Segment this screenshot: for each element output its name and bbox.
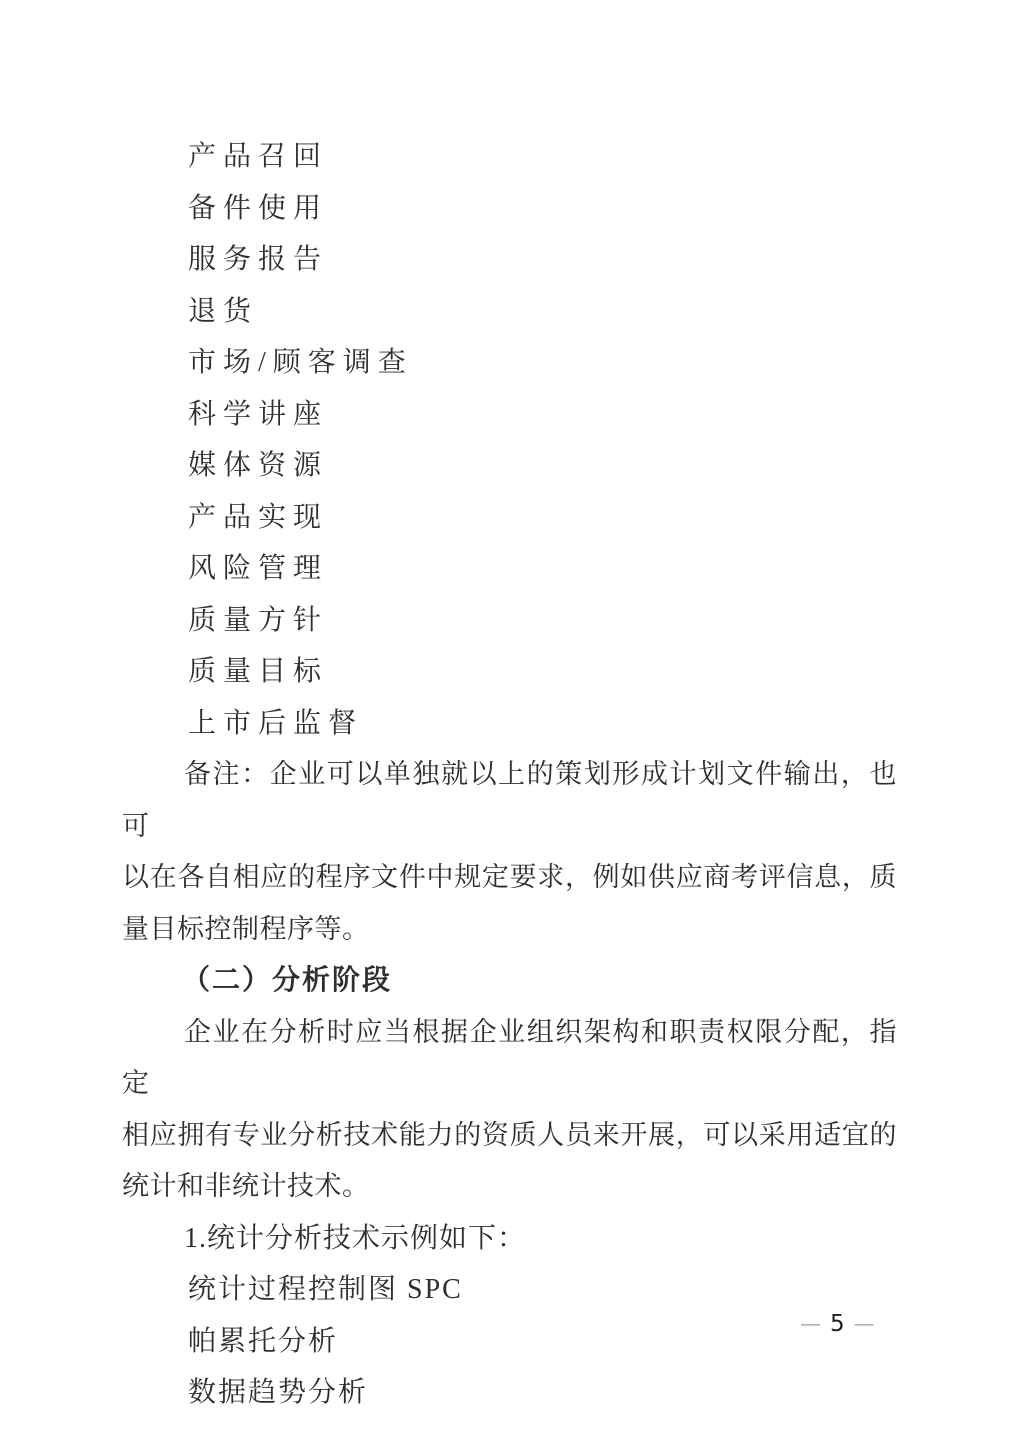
page-number-dash-left: — (800, 1314, 821, 1334)
note-line: 备注：企业可以单独就以上的策划形成计划文件输出，也可 (122, 759, 897, 841)
list-item: 退货 (188, 295, 259, 327)
list-item: 媒体资源 (188, 450, 329, 481)
section-heading: （二）分析阶段 (182, 965, 393, 996)
list-item: 帕累托分析 (188, 1325, 339, 1357)
list-item: 数据趋势分析 (188, 1377, 369, 1408)
analysis-line: 企业在分析时应当根据企业组织架构和职责权限分配，指定 (122, 1016, 897, 1098)
analysis-line: 相应拥有专业分析技术能力的资质人员来开展，可以采用适宜的 (122, 1119, 897, 1150)
list-item: 科学讲座 (188, 398, 329, 430)
list-item: 上市后监督 (188, 707, 364, 739)
planning-output-list (122, 131, 897, 749)
document-content (122, 131, 897, 1419)
page-number (800, 1310, 890, 1338)
list-item: 质量目标 (188, 656, 329, 687)
list-item: 统计过程控制图 SPC (188, 1274, 463, 1305)
list-item: 市场/顾客调查 (188, 347, 413, 378)
note-line: 以在各自相应的程序文件中规定要求，例如供应商考评信息，质 (122, 862, 897, 892)
list-item: 产品召回 (188, 141, 329, 172)
statistical-techniques-intro: 1.统计分析技术示例如下： (184, 1222, 527, 1254)
note-line: 量目标控制程序等。 (122, 913, 370, 944)
list-item: 服务报告 (188, 244, 329, 275)
analysis-paragraph (122, 1007, 897, 1213)
list-item: 备件使用 (188, 192, 329, 224)
list-item: 产品实现 (188, 501, 329, 533)
note-paragraph (122, 749, 897, 955)
statistical-techniques-list (122, 1264, 897, 1419)
analysis-line: 统计和非统计技术。 (122, 1171, 370, 1201)
page-number-dash-right: — (853, 1314, 875, 1334)
page-number-value: 5 (830, 1311, 845, 1337)
list-item: 质量方针 (188, 604, 329, 636)
list-item: 风险管理 (188, 553, 329, 584)
